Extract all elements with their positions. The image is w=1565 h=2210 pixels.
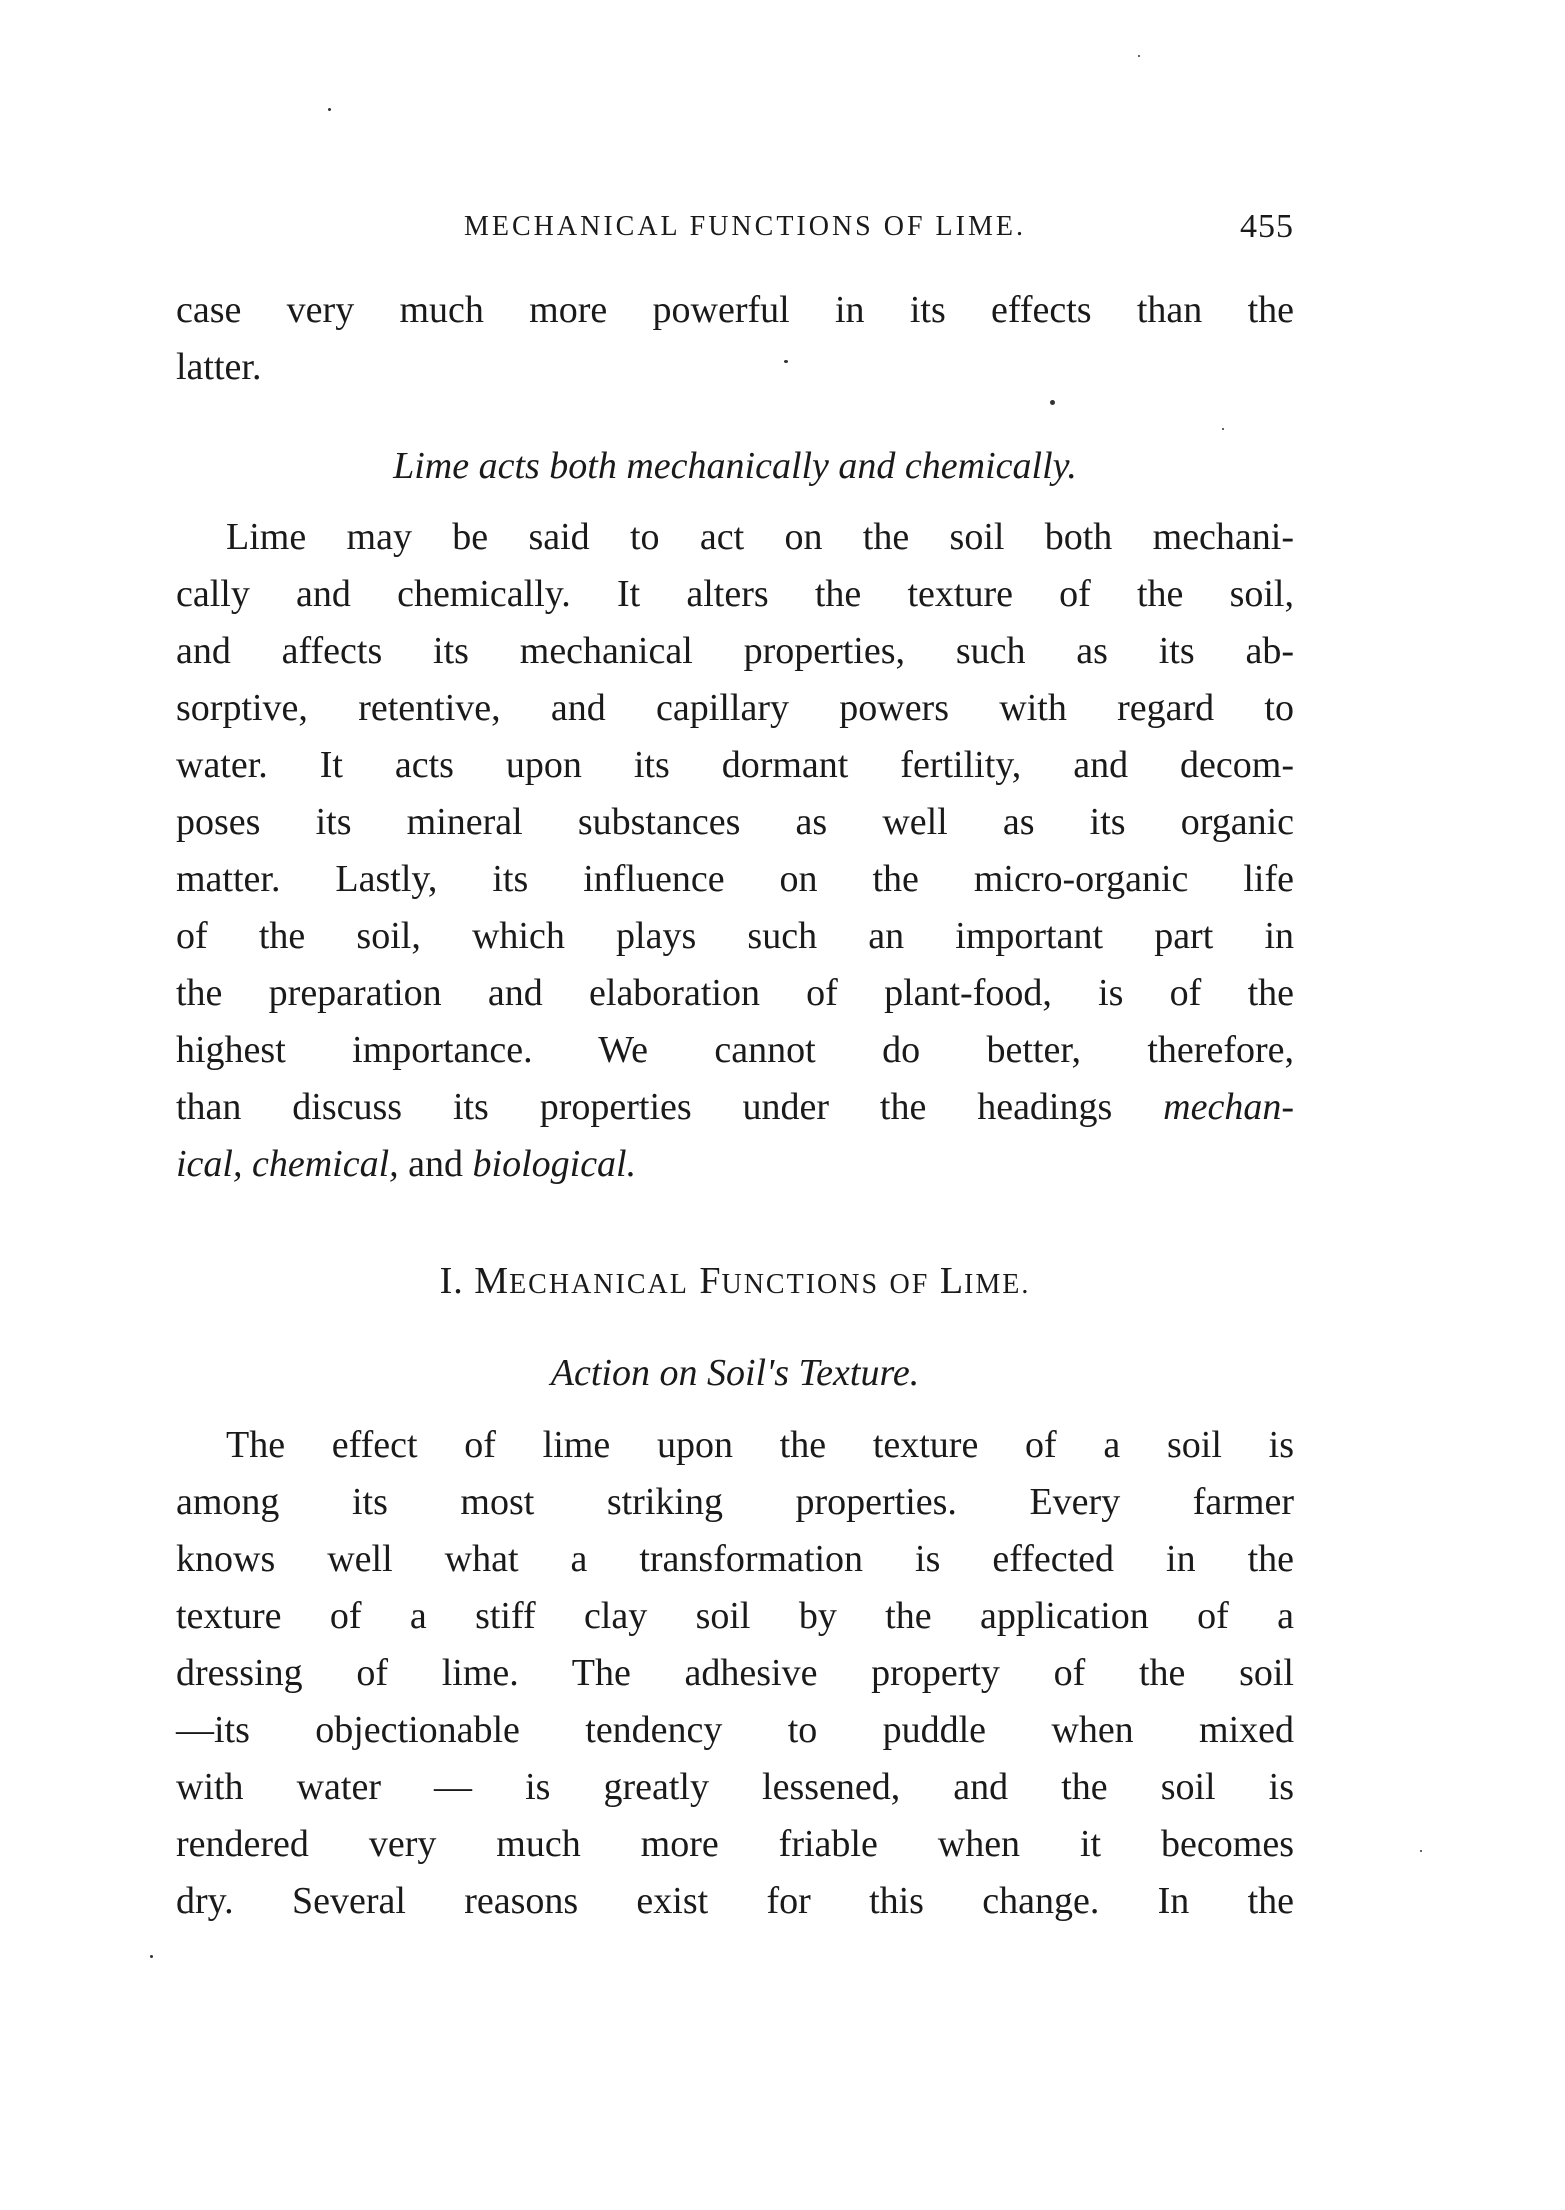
paragraph-1 [176, 509, 1294, 1193]
text-line: —its objectionable tendency to puddle when mixed [176, 1709, 1294, 1751]
text-line: Lime may be said to act on the soil both mechani- [226, 516, 1294, 558]
text-line: among its most striking properties. Every farmer [176, 1481, 1294, 1523]
text-line: latter. [176, 346, 262, 388]
scan-speck [328, 108, 331, 111]
text-line: The effect of lime upon the texture of a soil is [226, 1424, 1294, 1466]
italic-term: mechan- [1163, 1086, 1294, 1128]
scan-speck [1138, 55, 1140, 57]
scan-speck [784, 360, 788, 363]
scan-speck [1222, 428, 1224, 430]
heading-initial: M [474, 1260, 510, 1302]
running-head [176, 204, 1294, 250]
text-line: cally and chemically. It alters the texture of the soil, [176, 573, 1294, 615]
text-line: the preparation and elaboration of plant-food, is of the [176, 972, 1294, 1014]
heading-initial: L [939, 1260, 965, 1302]
text-line: sorptive, retentive, and capillary powers with regard to [176, 687, 1294, 729]
heading-small-caps: UNCTIONS [721, 1269, 880, 1300]
heading-small-caps: ECHANICAL [509, 1269, 689, 1300]
text-line: poses its mineral substances as well as its organic [176, 801, 1294, 843]
subheading-action-on-texture: Action on Soil's Texture. [550, 1352, 920, 1394]
scan-speck [1420, 1850, 1422, 1852]
text-line: dressing of lime. The adhesive property of the soil [176, 1652, 1294, 1694]
text-line: with water — is greatly lessened, and the soil is [176, 1766, 1294, 1808]
italic-term: biological. [472, 1143, 637, 1185]
text-line: dry. Several reasons exist for this change. In the [176, 1880, 1294, 1922]
heading-initial: F [699, 1260, 722, 1302]
italic-term: ical, chemical, [176, 1143, 399, 1185]
text-line: rendered very much more friable when it becomes [176, 1823, 1294, 1865]
text-span: than discuss its properties under the headings [176, 1086, 1164, 1128]
text-line-mixed [176, 1079, 1294, 1136]
text-line: knows well what a transformation is effected in the [176, 1538, 1294, 1580]
text-line: texture of a stiff clay soil by the application of a [176, 1595, 1294, 1637]
scan-speck [150, 1955, 153, 1958]
paragraph-2 [176, 1417, 1294, 1930]
section-heading [176, 1253, 1294, 1313]
scan-speck [1050, 400, 1055, 405]
text-line: water. It acts upon its dormant fertility, and decom- [176, 744, 1294, 786]
running-title: MECHANICAL FUNCTIONS OF LIME. [464, 211, 1026, 242]
subheading-lime-acts: Lime acts both mechanically and chemically. [393, 445, 1077, 487]
section-numeral: I. [439, 1260, 475, 1302]
text-line: of the soil, which plays such an important part in [176, 915, 1294, 957]
continuation-text [176, 282, 1294, 396]
text-line-mixed [176, 1136, 1294, 1193]
text-line: highest importance. We cannot do better, therefore, [176, 1029, 1294, 1071]
heading-small-caps: IME. [964, 1269, 1031, 1300]
text-span: and [398, 1143, 473, 1185]
page-number: 455 [1240, 208, 1294, 245]
text-line: matter. Lastly, its influence on the micro-organic life [176, 858, 1294, 900]
text-line: and affects its mechanical properties, such as its ab- [176, 630, 1294, 672]
heading-small-caps: OF [889, 1269, 930, 1300]
text-line: case very much more powerful in its effects than the [176, 289, 1294, 331]
